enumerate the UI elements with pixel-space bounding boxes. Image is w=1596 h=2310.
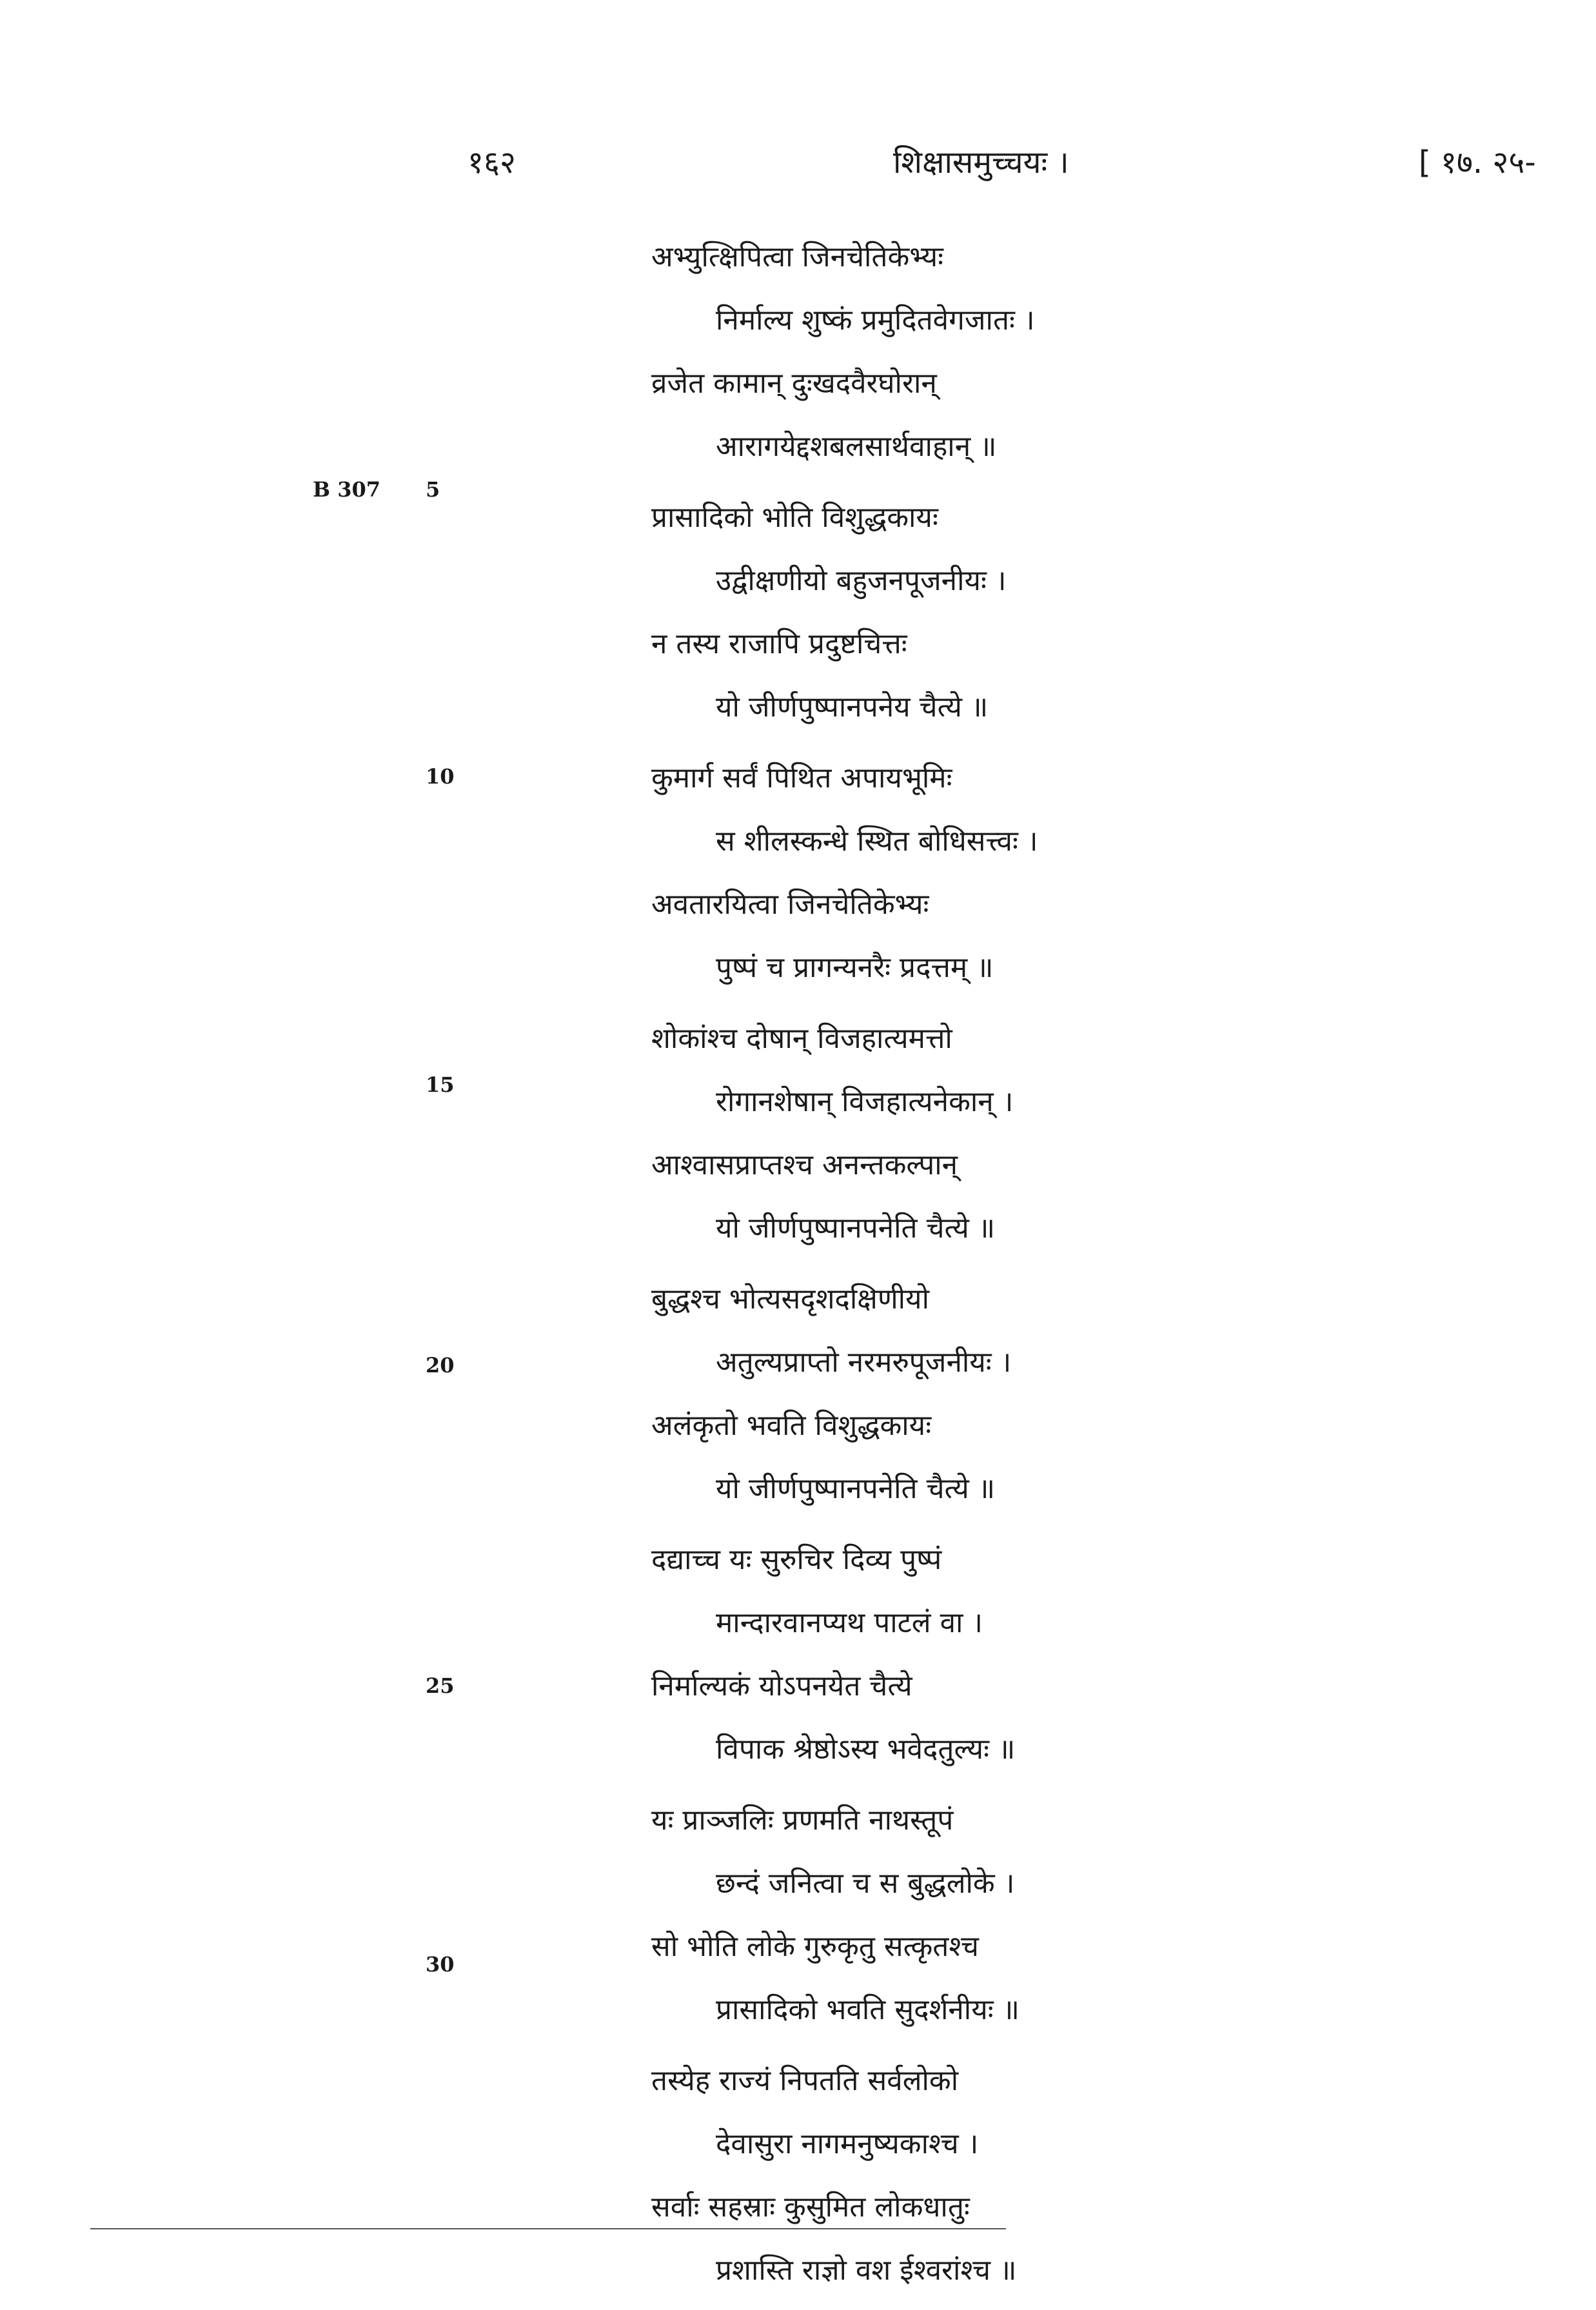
verse-line: स शीलस्कन्धे स्थित बोधिसत्त्वः ।	[716, 825, 1038, 858]
page-header	[0, 141, 1596, 199]
verse-line: सर्वाः सहस्राः कुसुमित लोकधातुः	[651, 2191, 970, 2224]
verse-line: आश्वासप्राप्तश्च अनन्तकल्पान्	[651, 1149, 958, 1181]
verse-line: दद्याच्च यः सुरुचिर दिव्य पुष्पं	[651, 1543, 942, 1576]
verse-line: व्रजेत कामान् दुःखदवैरघोरान्	[651, 367, 937, 400]
verse-line: अतुल्यप्राप्तो नरमरुपूजनीयः ।	[716, 1346, 1012, 1379]
verse	[651, 226, 1554, 479]
verse-line: अलंकृतो भवति विशुद्धकायः	[651, 1409, 932, 1442]
verse-line: निर्माल्यकं योऽपनयेत चैत्ये	[651, 1670, 912, 1703]
verse-line: निर्माल्य शुष्कं प्रमुदितवेगजातः ।	[716, 304, 1035, 337]
manuscript-reference: B 307	[313, 477, 380, 502]
verse-line: उद्वीक्षणीयो बहुजनपूजनीयः ।	[716, 564, 1007, 597]
verse	[651, 486, 1554, 739]
verse-line: अभ्युत्क्षिपित्वा जिनचेतिकेभ्यः	[651, 241, 944, 273]
verse-line: छन्दं जनित्वा च स बुद्धलोके ।	[716, 1867, 1015, 1900]
verse	[651, 2049, 1554, 2302]
verse-line: शोकांश्च दोषान् विजहात्यमत्तो	[651, 1022, 952, 1055]
verse-line: बुद्धश्च भोत्यसदृशदक्षिणीयो	[651, 1283, 929, 1316]
running-title: शिक्षासमुच्चयः ।	[893, 144, 1069, 181]
verse-block	[651, 226, 1554, 2310]
line-number: 5	[426, 477, 440, 502]
verse-line: तस्येह राज्यं निपतति सर्वलोको	[651, 2064, 959, 2097]
verse	[651, 747, 1554, 1000]
section-reference: [ १७. २५-	[1419, 144, 1536, 181]
verse-line: प्रासादिको भवति सुदर्शनीयः ॥	[716, 1993, 1020, 2026]
line-number: 20	[426, 1353, 455, 1377]
verse-line: आरागयेद्दशबलसार्थवाहान् ॥	[716, 430, 997, 463]
verse-line: पुष्पं च प्रागन्यनरैः प्रदत्तम् ॥	[716, 951, 994, 984]
verse-line: मान्दारवानप्यथ पाटलं वा ।	[716, 1606, 983, 1639]
footer-rule	[90, 2228, 1006, 2229]
verse-line: सो भोति लोके गुरुकृतु सत्कृतश्च	[651, 1930, 980, 1963]
verse-line: यो जीर्णपुष्पानपनेति चैत्ये ॥	[716, 1212, 996, 1245]
verse-line: यो जीर्णपुष्पानपनेय चैत्ये ॥	[716, 691, 989, 724]
line-number: 25	[426, 1673, 455, 1698]
verse	[651, 1789, 1554, 2042]
line-number: 30	[426, 1952, 455, 1977]
verse-line: यः प्राञ्जलिः प्रणमति नाथस्तूपं	[651, 1804, 954, 1837]
verse-line: प्रशास्ति राज्ञो वश ईश्वरांश्च ॥	[716, 2254, 1017, 2287]
verse	[651, 1268, 1554, 1521]
verse-line: यो जीर्णपुष्पानपनेति चैत्ये ॥	[716, 1472, 996, 1505]
verse-line: देवासुरा नागमनुष्यकाश्च ।	[716, 2127, 979, 2160]
verse-line: रोगानशेषान् विजहात्यनेकान् ।	[716, 1085, 1014, 1118]
verse-line: न तस्य राजापि प्रदुष्टचित्तः	[651, 627, 907, 660]
page-number: १६२	[468, 144, 516, 181]
verse-line: अवतारयित्वा जिनचेतिकेभ्यः	[651, 888, 929, 921]
line-number: 10	[426, 764, 455, 789]
verse	[651, 1528, 1554, 1781]
verse	[651, 1007, 1554, 1260]
verse-line: प्रासादिको भोति विशुद्धकायः	[651, 501, 938, 534]
line-number: 15	[426, 1072, 455, 1097]
verse-line: कुमार्ग सर्वं पिथित अपायभूमिः	[651, 762, 952, 795]
verse-line: विपाक श्रेष्ठोऽस्य भवेदतुल्यः ॥	[716, 1733, 1016, 1766]
